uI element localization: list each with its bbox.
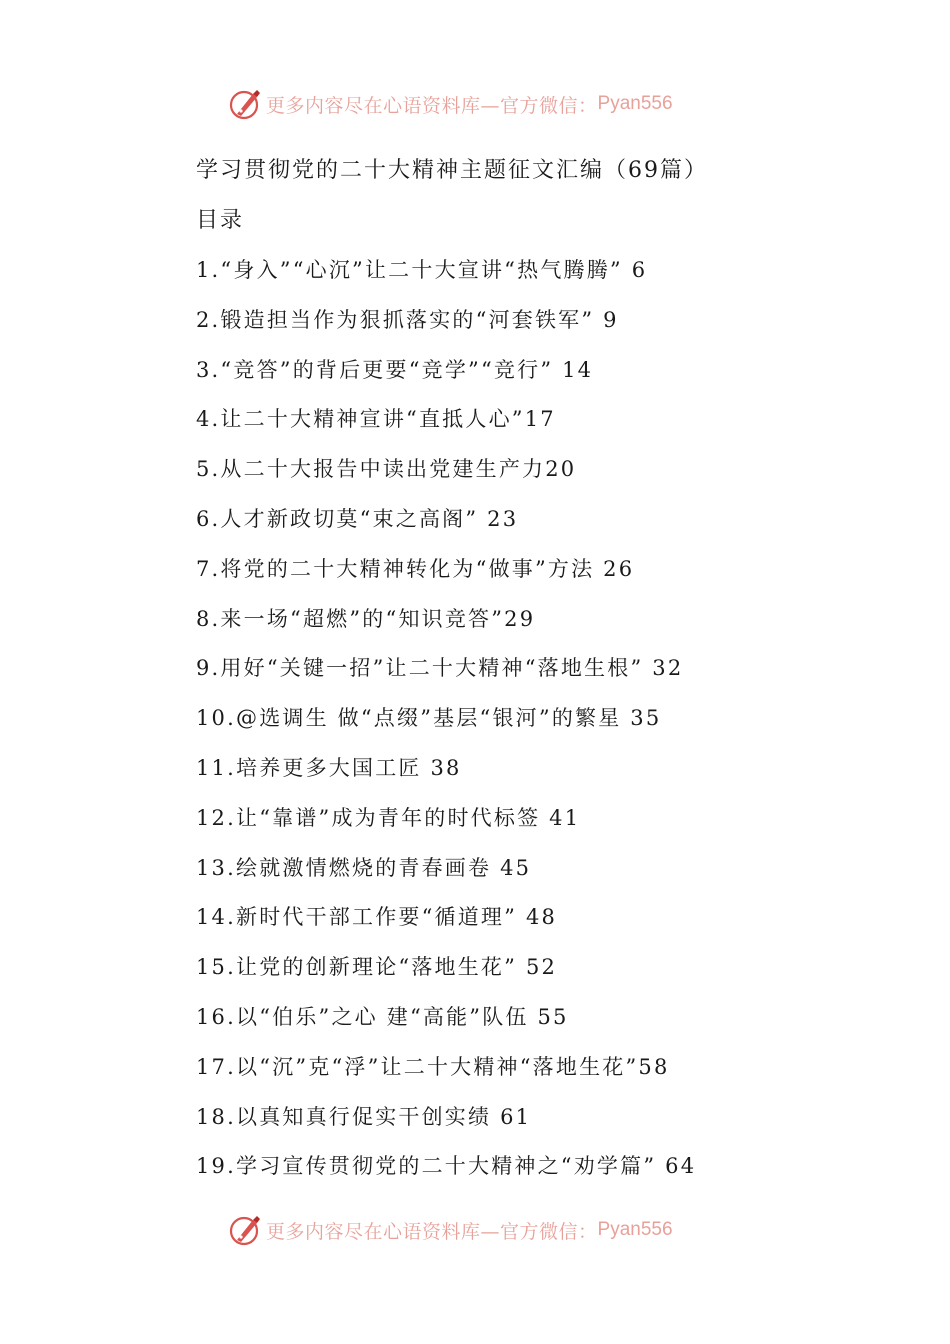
pen-nib-logo-icon xyxy=(228,1213,262,1247)
table-of-contents xyxy=(196,253,836,1199)
toc-entry: 17.以“沉”克“浮”让二十大精神“落地生花”58 xyxy=(196,1054,670,1079)
toc-heading: 目录 xyxy=(196,208,245,233)
document-title: 学习贯彻党的二十大精神主题征文汇编（69篇） xyxy=(196,158,708,183)
header-banner xyxy=(228,86,673,122)
toc-entry: 14.新时代干部工作要“循道理” 48 xyxy=(196,905,558,930)
toc-entry: 3.“竞答”的背后更要“竞学”“竞行” 14 xyxy=(196,357,594,382)
toc-entry: 13.绘就激情燃烧的青春画卷 45 xyxy=(196,855,532,880)
toc-entry: 4.让二十大精神宣讲“直抵人心”17 xyxy=(196,407,556,432)
banner-wechat-id: Pyan556 xyxy=(597,1219,673,1240)
toc-entry: 16.以“伯乐”之心 建“高能”队伍 55 xyxy=(196,1004,569,1029)
toc-entry: 5.从二十大报告中读出党建生产力20 xyxy=(196,457,577,482)
pen-nib-logo-icon xyxy=(228,87,262,121)
toc-entry: 18.以真知真行促实干创实绩 61 xyxy=(196,1104,532,1129)
toc-entry: 10.@选调生 做“点缀”基层“银河”的繁星 35 xyxy=(196,706,662,731)
toc-entry: 8.来一场“超燃”的“知识竞答”29 xyxy=(196,606,536,631)
toc-entry: 1.“身入”“心沉”让二十大宣讲“热气腾腾” 6 xyxy=(196,258,648,282)
toc-entry: 6.人才新政切莫“束之高阁” 23 xyxy=(196,506,519,531)
toc-entry: 11.培养更多大国工匠 38 xyxy=(196,755,462,780)
toc-entry: 19.学习宣传贯彻党的二十大精神之“劝学篇” 64 xyxy=(196,1154,697,1179)
footer-banner xyxy=(228,1212,673,1248)
banner-text: 更多内容尽在心语资料库—官方微信： xyxy=(266,94,598,117)
toc-entry: 7.将党的二十大精神转化为“做事”方法 26 xyxy=(196,556,635,581)
toc-entry: 9.用好“关键一招”让二十大精神“落地生根” 32 xyxy=(196,656,684,681)
banner-wechat-id: Pyan556 xyxy=(597,93,673,114)
banner-text: 更多内容尽在心语资料库—官方微信： xyxy=(266,1220,598,1243)
toc-entry: 15.让党的创新理论“落地生花” 52 xyxy=(196,955,558,980)
toc-entry: 12.让“靠谱”成为青年的时代标签 41 xyxy=(196,805,581,830)
toc-entry: 2.锻造担当作为狠抓落实的“河套铁军” 9 xyxy=(196,307,619,332)
